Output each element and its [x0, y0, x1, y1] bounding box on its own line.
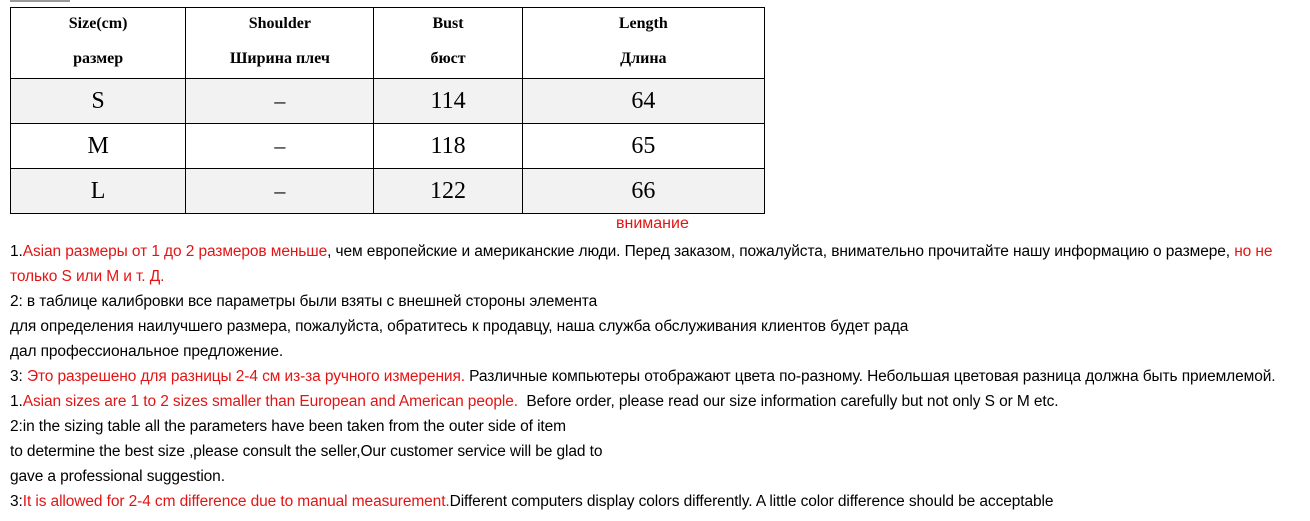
note-number: 3:	[10, 493, 23, 510]
note-highlight: Asian размеры от 1 до 2 размеров меньше	[22, 243, 328, 260]
note-highlight: Asian sizes are 1 to 2 sizes smaller than European and American people.	[22, 393, 518, 410]
note-en-2a: 2:in the sizing table all the parameters have been taken from the outer side of item	[10, 418, 566, 435]
header-bust-en: Bust	[432, 15, 464, 32]
header-length	[522, 8, 764, 79]
table-row	[11, 79, 765, 124]
table-row	[11, 124, 765, 169]
note-ru-3	[10, 366, 1275, 388]
note-en-1	[10, 391, 1058, 413]
note-ru-1	[10, 241, 1272, 263]
note-highlight: It is allowed for 2-4 cm difference due to manual measurement.	[22, 493, 450, 510]
cell-size: L	[11, 169, 186, 214]
note-highlight: но не	[1234, 243, 1273, 260]
top-divider	[10, 0, 70, 2]
cell-bust: 122	[374, 169, 522, 214]
cell-bust: 118	[374, 124, 522, 169]
note-ru-2b: для определения наилучшего размера, пожалуйста, обратитесь к продавцу, наша служба обслуживания клиентов будет рада	[10, 318, 909, 335]
note-ru-2a: 2: в таблице калибровки все параметры были взяты с внешней стороны элемента	[10, 293, 598, 310]
cell-length: 66	[522, 169, 764, 214]
header-shoulder-en: Shoulder	[248, 15, 311, 32]
note-number: 1.	[10, 393, 23, 410]
header-bust-ru: бюст	[430, 50, 466, 67]
note-en-2c: gave a professional suggestion.	[10, 468, 225, 485]
cell-shoulder: –	[186, 169, 374, 214]
cell-length: 64	[522, 79, 764, 124]
note-text: Различные компьютеры отображают цвета по-разному. Небольшая цветовая разница должна быть приемлемой.	[464, 368, 1276, 385]
note-number: 1.	[10, 243, 23, 260]
header-length-en: Length	[618, 15, 668, 32]
note-text: Different computers display colors differently. A little color difference should be acceptable	[449, 493, 1054, 510]
header-bust	[374, 8, 522, 79]
cell-length: 65	[522, 124, 764, 169]
cell-shoulder: –	[186, 79, 374, 124]
header-size-en: Size(cm)	[68, 15, 128, 32]
cell-shoulder: –	[186, 124, 374, 169]
note-text: Before order, please read our size information carefully but not only S or M etc.	[517, 393, 1059, 410]
cell-size: M	[11, 124, 186, 169]
table-row	[11, 169, 765, 214]
note-number: 3:	[10, 368, 27, 385]
header-size-ru: размер	[73, 50, 124, 67]
note-ru-1-cont: только S или M и т. Д.	[10, 268, 165, 285]
cell-size: S	[11, 79, 186, 124]
cell-bust: 114	[374, 79, 522, 124]
header-length-ru: Длина	[620, 50, 667, 67]
note-en-3	[10, 491, 1053, 513]
note-highlight: Это разрешено для разницы 2-4 см из-за ручного измерения.	[26, 368, 465, 385]
table-header-row	[11, 8, 765, 79]
attention-heading: внимание	[616, 215, 689, 232]
size-chart-table	[10, 7, 765, 214]
header-shoulder	[186, 8, 374, 79]
header-shoulder-ru: Ширина плеч	[229, 50, 330, 67]
note-ru-2c: дал профессиональное предложение.	[10, 343, 284, 360]
header-size	[11, 8, 186, 79]
note-text: , чем европейские и американские люди. Перед заказом, пожалуйста, внимательно прочитайте нашу информацию о размере,	[327, 243, 1235, 260]
note-en-2b: to determine the best size ,please consult the seller,Our customer service will be glad to	[10, 443, 603, 460]
